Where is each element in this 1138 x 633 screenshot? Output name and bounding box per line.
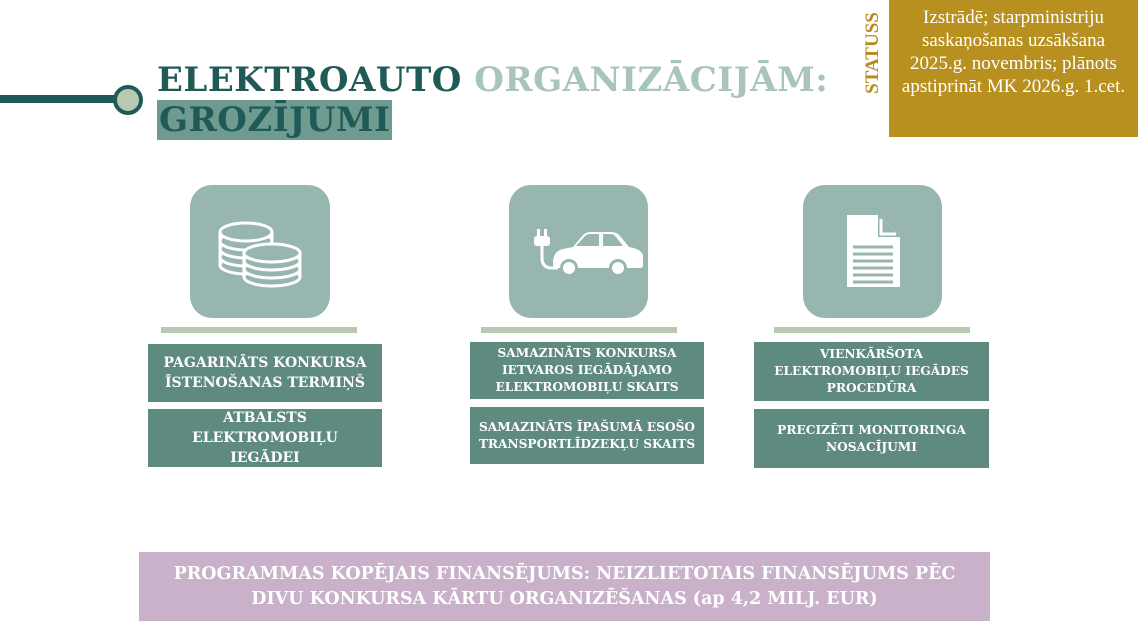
status-label bbox=[856, 8, 890, 98]
decorative-line bbox=[0, 95, 118, 103]
document-tile bbox=[803, 185, 942, 318]
title-part-2: ORGANIZĀCIJĀM: bbox=[474, 60, 829, 100]
coins-icon bbox=[190, 185, 330, 318]
column-2-underline bbox=[481, 327, 677, 333]
column-1-underline bbox=[161, 327, 357, 333]
coins-tile bbox=[190, 185, 330, 318]
title-part-3: GROZĪJUMI bbox=[159, 100, 391, 140]
column-3-box-1: VIENKĀRŠOTA ELEKTROMOBIĻU IEGĀDES PROCEDŪRA bbox=[754, 342, 989, 401]
document-icon bbox=[803, 185, 942, 318]
status-label-text: STATUSS bbox=[862, 12, 883, 94]
electric-car-icon bbox=[509, 185, 648, 318]
status-box: Izstrādē; starpministriju saskaņošanas uzsākšana 2025.g. novembris; plānots apstiprināt MK 2026.g. 1.cet. bbox=[889, 0, 1138, 137]
funding-banner: PROGRAMMAS KOPĒJAIS FINANSĒJUMS: NEIZLIETOTAIS FINANSĒJUMS PĒC DIVU KONKURSA KĀRTU ORGANIZĒŠANAS (ap 4,2 MILJ. EUR) bbox=[139, 552, 990, 621]
title-part-1: ELEKTROAUTO bbox=[157, 60, 462, 100]
column-2-box-1: SAMAZINĀTS KONKURSA IETVAROS IEGĀDĀJAMO ELEKTROMOBIĻU SKAITS bbox=[470, 342, 704, 399]
page-title bbox=[157, 60, 828, 140]
column-2-box-2: SAMAZINĀTS ĪPAŠUMĀ ESOŠO TRANSPORTLĪDZEKĻU SKAITS bbox=[470, 407, 704, 464]
decorative-circle bbox=[113, 85, 143, 115]
electric-car-tile bbox=[509, 185, 648, 318]
column-1-box-1: PAGARINĀTS KONKURSA ĪSTENOŠANAS TERMIŅŠ bbox=[148, 344, 382, 402]
column-3-box-2: PRECIZĒTI MONITORINGA NOSACĪJUMI bbox=[754, 409, 989, 468]
column-1-box-2: ATBALSTS ELEKTROMOBIĻU IEGĀDEI bbox=[148, 409, 382, 467]
column-3-underline bbox=[774, 327, 970, 333]
